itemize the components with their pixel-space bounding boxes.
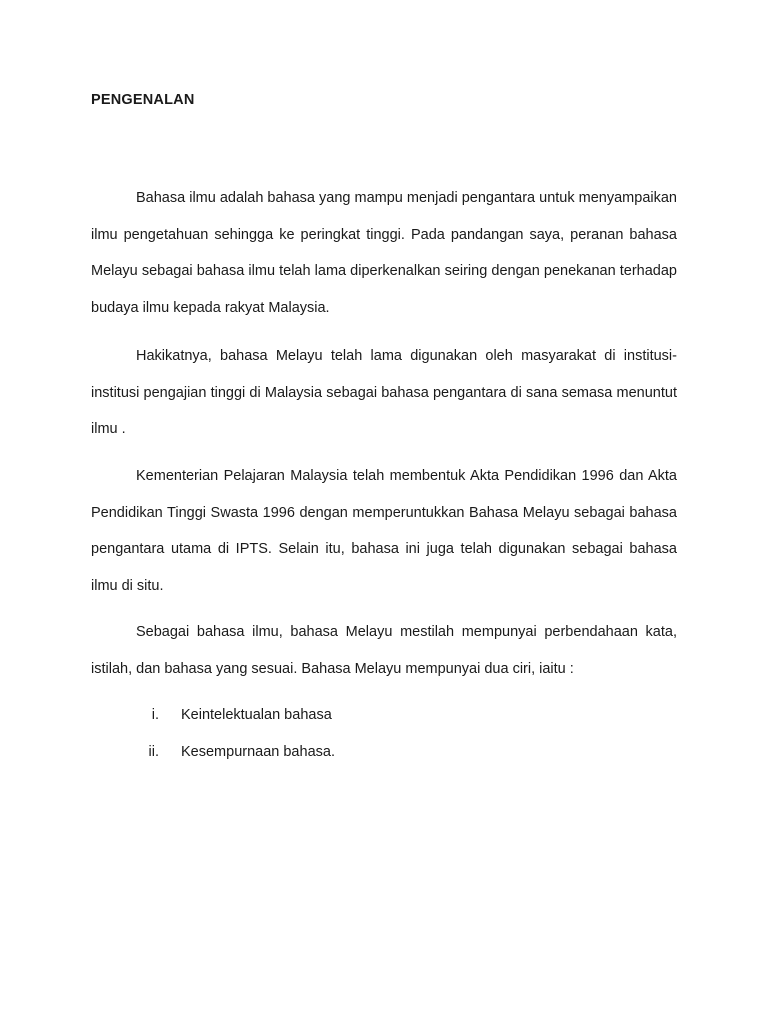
paragraph-2: Hakikatnya, bahasa Melayu telah lama digunakan oleh masyarakat di institusi-institusi pengajian tinggi di Malaysia sebagai bahasa pengantara di sana semasa menuntut ilmu . [91, 348, 677, 437]
list-item-text: Keintelektualan bahasa [181, 707, 332, 723]
list-marker: i. [151, 707, 159, 723]
list-marker: ii. [148, 744, 159, 760]
paragraph-4: Sebagai bahasa ilmu, bahasa Melayu mestilah mempunyai perbendahaan kata, istilah, dan bahasa yang sesuai. Bahasa Melayu mempunyai dua ciri, iaitu : [91, 624, 677, 677]
paragraph-1: Bahasa ilmu adalah bahasa yang mampu menjadi pengantara untuk menyampaikan ilmu pengetahuan sehingga ke peringkat tinggi. Pada pandangan saya, peranan bahasa Melayu sebagai bahasa ilmu telah lama diperkenalkan seiring dengan penekanan terhadap budaya ilmu kepada rakyat Malaysia. [91, 190, 677, 316]
paragraph-3: Kementerian Pelajaran Malaysia telah membentuk Akta Pendidikan 1996 dan Akta Pendidikan Tinggi Swasta 1996 dengan memperuntukkan Bahasa Melayu sebagai bahasa pengantara utama di IPTS. Selain itu, bahasa ini juga telah digunakan sebagai bahasa ilmu di situ. [91, 468, 677, 594]
document-title: PENGENALAN [91, 92, 195, 108]
list-item-text: Kesempurnaan bahasa. [181, 744, 335, 760]
